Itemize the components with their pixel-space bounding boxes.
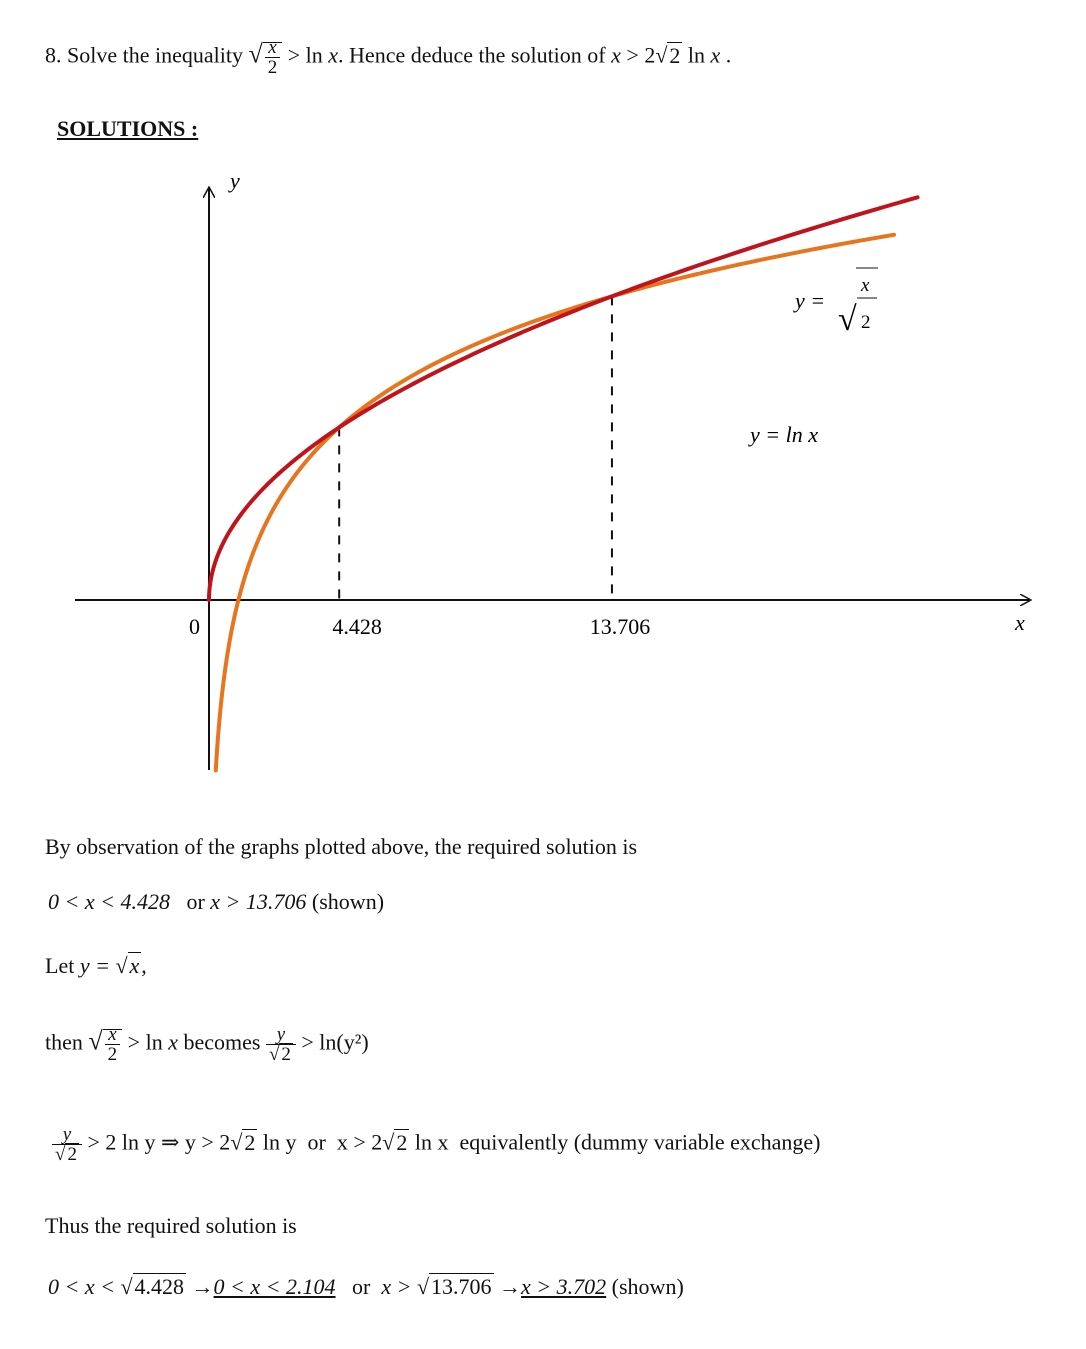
final-root-2: 13.706: [431, 1274, 492, 1299]
radical-sign: √: [416, 1274, 430, 1299]
series-ln-label: y = ln x: [750, 422, 818, 447]
fraction-denominator: √ 2: [55, 1144, 77, 1165]
series-sqrt-label-num: x: [861, 275, 870, 296]
deduce-op: >: [626, 42, 639, 68]
fraction-numerator: y: [266, 1025, 296, 1045]
deduce-ln: ln: [687, 42, 706, 68]
line4-note: equivalently (dummy variable exchange): [459, 1129, 821, 1155]
solution-interval-1: 0 < x < 4.428: [48, 889, 170, 914]
fraction: [105, 1025, 121, 1064]
then-gt-ln: > ln: [127, 1029, 163, 1055]
becomes-word: becomes: [183, 1029, 261, 1055]
series-ln-x: [216, 235, 894, 771]
fraction-denominator: 2: [267, 57, 278, 78]
line4-part-b: ln y: [262, 1129, 297, 1155]
solution-or-1: or: [186, 889, 205, 914]
origin-label: 0: [189, 614, 200, 639]
final-result-2: x > 3.702: [521, 1274, 607, 1299]
final-arrow-1: →: [191, 1274, 214, 1299]
x-axis-label: x: [1015, 610, 1025, 635]
problem-gt-ln: > ln: [287, 42, 323, 68]
fraction-denominator: 2: [107, 1044, 118, 1065]
line4-part-d: ln x: [414, 1129, 449, 1155]
problem-var-x: x: [328, 42, 339, 68]
line4-part-c: x > 2: [336, 1129, 383, 1155]
derivation-line: [52, 1125, 821, 1164]
final-arrow-2: →: [499, 1274, 522, 1299]
sqrt-fraction: [103, 1024, 123, 1065]
fraction: [52, 1125, 82, 1164]
thus-text: Thus the required solution is: [45, 1213, 297, 1238]
line4-or: or: [307, 1129, 326, 1155]
deduce-lhs: x: [611, 42, 621, 68]
problem-lead: Solve the inequality: [67, 42, 243, 68]
then-x: x: [168, 1029, 178, 1055]
line4-root-2: 2: [396, 1129, 408, 1155]
let-line: [45, 953, 147, 979]
problem-mid-text: . Hence deduce the solution of: [338, 42, 606, 68]
final-root-1: 4.428: [134, 1274, 185, 1299]
final-answer-line: [48, 1274, 684, 1300]
radical-sign: √: [120, 1274, 133, 1299]
fraction-numerator: y: [52, 1125, 82, 1145]
line4-den-root: 2: [67, 1144, 77, 1165]
final-part-b: x >: [381, 1274, 412, 1299]
deduce-var-x: x: [710, 42, 721, 68]
deduce-end: .: [725, 42, 732, 68]
final-part-a: 0 < x <: [48, 1274, 115, 1299]
radical-sign: √: [230, 1129, 243, 1155]
radical-sign: √: [382, 1129, 395, 1155]
line4-part-a: > 2 ln y ⇒ y > 2: [87, 1129, 231, 1155]
let-arg: x: [129, 953, 140, 978]
let-end: ,: [141, 953, 147, 978]
intersection-label-1: 4.428: [332, 614, 382, 639]
radical-sign: √: [88, 1026, 103, 1056]
solution-interval-2: x > 13.706: [210, 889, 307, 914]
then-line: [45, 1025, 369, 1064]
shown-2: (shown): [611, 1274, 684, 1299]
intersection-label-2: 13.706: [589, 614, 651, 639]
solutions-heading: SOLUTIONS :: [57, 116, 199, 141]
problem-number: 8.: [45, 42, 62, 68]
final-or: or: [352, 1274, 371, 1299]
series-sqrt-label-prefix: y =: [795, 288, 826, 313]
fraction-numerator: x: [105, 1025, 121, 1045]
let-lhs: y =: [79, 953, 110, 978]
let-word: Let: [45, 953, 75, 978]
line4-root-1: 2: [244, 1129, 256, 1155]
series-sqrt-label-den: 2: [861, 312, 871, 333]
becomes-den-root: 2: [281, 1044, 291, 1065]
series-sqrt-label-radical: √: [838, 301, 857, 338]
becomes-rhs: > ln(y²): [301, 1029, 369, 1055]
final-result-1: 0 < x < 2.104: [213, 1274, 336, 1299]
deduce-root: 2: [669, 42, 681, 68]
observation-text: By observation of the graphs plotted above, the required solution is: [45, 834, 638, 859]
fraction: [266, 1025, 296, 1064]
fraction-denominator: √ 2: [268, 1044, 291, 1065]
deduce-coef: 2: [644, 42, 656, 68]
series-sqrt-x-over-2: [209, 197, 918, 600]
y-axis-label: y: [230, 168, 240, 193]
fraction-numerator: x: [265, 38, 281, 58]
radical-sign: √: [248, 39, 263, 69]
shown-1: (shown): [311, 889, 385, 914]
radical-sign: √: [115, 953, 128, 978]
radical-sign: √: [655, 42, 668, 68]
then-word: then: [45, 1029, 83, 1055]
solution-line-1: [48, 889, 384, 915]
